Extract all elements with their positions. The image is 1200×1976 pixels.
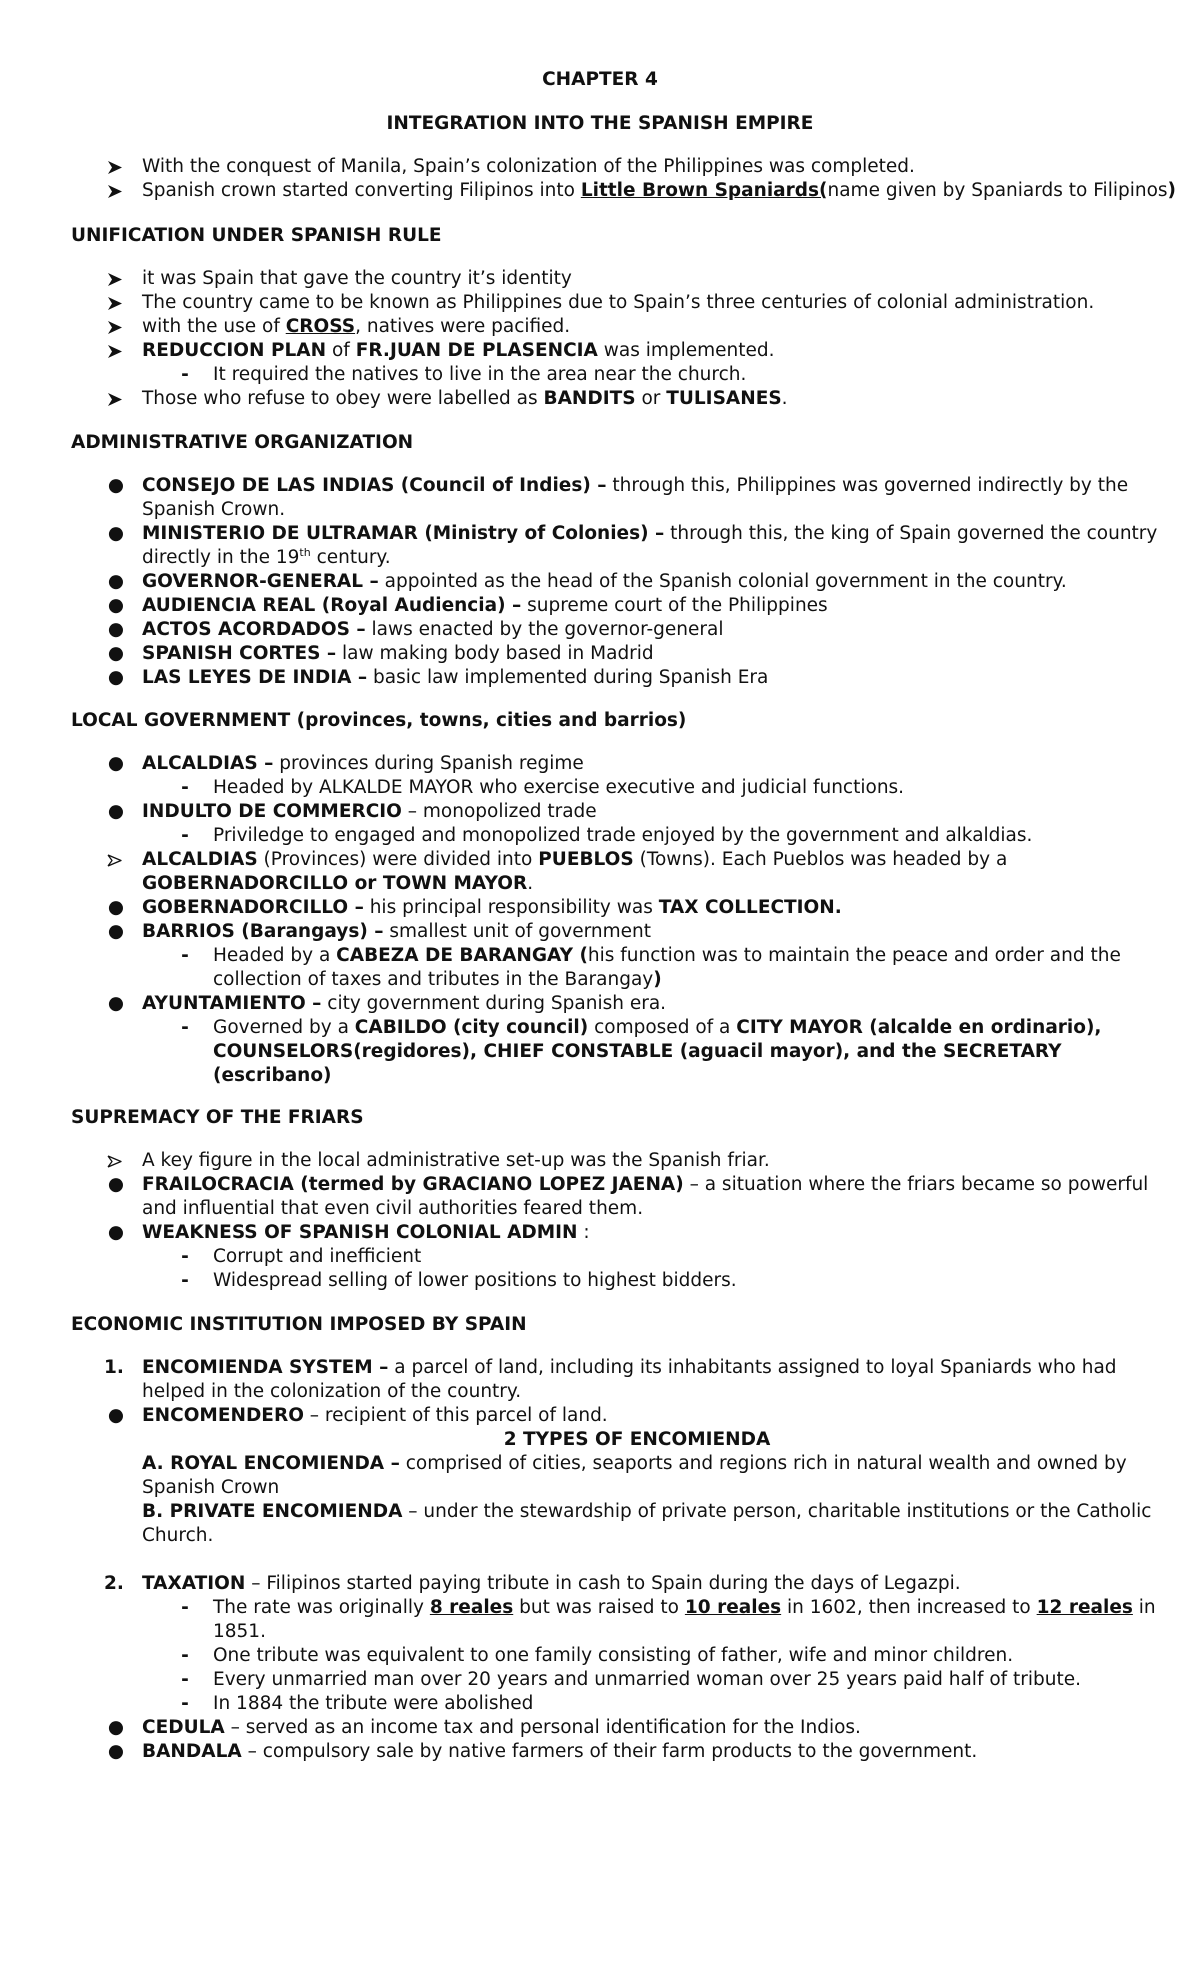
dash-bullet-icon: - xyxy=(181,1669,189,1690)
arrow-bullet-icon xyxy=(106,273,122,286)
subsection-heading: 2 TYPES OF ENCOMIENDA xyxy=(503,1429,771,1450)
dash-bullet-icon: - xyxy=(181,945,189,966)
round-bullet-icon: ● xyxy=(107,753,125,774)
list-item: Those who refuse to obey were labelled as BANDITS or TULISANES. xyxy=(0,387,1200,411)
list-item: it was Spain that gave the country it’s identity xyxy=(0,267,1200,291)
arrow-bullet-icon xyxy=(106,393,122,406)
section-heading: ECONOMIC INSTITUTION IMPOSED BY SPAIN xyxy=(71,1314,527,1335)
list-item: 1. ENCOMIENDA SYSTEM – a parcel of land, including its inhabitants assigned to loyal Spaniards who had helped in the colonization of the country. xyxy=(104,1357,1117,1402)
list-subitem: - Priviledge to engaged and monopolized trade enjoyed by the government and alkaldias. xyxy=(0,824,1200,848)
list-item: REDUCCION PLAN of FR.JUAN DE PLASENCIA was implemented. xyxy=(0,339,1200,363)
dash-bullet-icon: - xyxy=(181,1246,189,1267)
list-item: A key figure in the local administrative set-up was the Spanish friar. xyxy=(0,1149,1200,1173)
section-heading: SUPREMACY OF THE FRIARS xyxy=(71,1107,364,1128)
list-item: 2. TAXATION – Filipinos started paying tribute in cash to Spain during the days of Legazpi. xyxy=(104,1573,961,1594)
list-subitem: - In 1884 the tribute were abolished xyxy=(0,1692,1200,1716)
round-bullet-icon: ● xyxy=(107,1222,125,1243)
list-item: ● INDULTO DE COMMERCIO – monopolized trade xyxy=(107,801,597,822)
list-subitem: - Widespread selling of lower positions to highest bidders. xyxy=(0,1269,1200,1293)
list-item: ● AYUNTAMIENTO – city government during Spanish era. xyxy=(107,993,667,1014)
list-item: ● LAS LEYES DE INDIA – basic law implemented during Spanish Era xyxy=(107,667,769,688)
round-bullet-icon: ● xyxy=(107,595,125,616)
outline-arrow-bullet-icon xyxy=(106,1155,122,1168)
list-item: ● GOBERNADORCILLO – his principal responsibility was TAX COLLECTION. xyxy=(107,897,842,918)
list-item: ● BARRIOS (Barangays) – smallest unit of government xyxy=(107,921,652,942)
arrow-bullet-icon xyxy=(106,185,122,198)
list-item: Spanish crown started converting Filipinos into Little Brown Spaniards(name given by Spaniards to Filipinos) xyxy=(0,179,1200,203)
dash-bullet-icon: - xyxy=(181,1270,189,1291)
round-bullet-icon: ● xyxy=(107,1405,125,1426)
chapter-title: CHAPTER 4 xyxy=(542,69,658,90)
list-subitem: - One tribute was equivalent to one family consisting of father, wife and minor children. xyxy=(0,1644,1200,1668)
list-item: ● WEAKNESS OF SPANISH COLONIAL ADMIN : xyxy=(107,1222,590,1243)
list-item: ● AUDIENCIA REAL (Royal Audiencia) – supreme court of the Philippines xyxy=(107,595,828,616)
list-subitem: - Every unmarried man over 20 years and unmarried woman over 25 years paid half of tribute. xyxy=(0,1668,1200,1692)
dash-bullet-icon: - xyxy=(181,364,189,385)
list-item: ● GOVERNOR-GENERAL – appointed as the head of the Spanish colonial government in the country. xyxy=(107,571,1067,592)
round-bullet-icon: ● xyxy=(107,1741,125,1762)
section-heading: LOCAL GOVERNMENT (provinces, towns, cities and barrios) xyxy=(71,710,687,731)
round-bullet-icon: ● xyxy=(107,571,125,592)
list-item: B. PRIVATE ENCOMIENDA – under the stewardship of private person, charitable institutions or the Catholic Church. xyxy=(142,1501,1152,1546)
arrow-bullet-icon xyxy=(106,161,122,174)
list-subitem: - Governed by a CABILDO (city council) composed of a CITY MAYOR (alcalde en ordinario), COUNSELORS(regidores), CHIEF CONSTABLE (aguacil mayor), and the SECRETARY (escribano) xyxy=(0,1016,1200,1088)
round-bullet-icon: ● xyxy=(107,1717,125,1738)
round-bullet-icon: ● xyxy=(107,667,125,688)
dash-bullet-icon: - xyxy=(181,777,189,798)
list-item: ● BANDALA – compulsory sale by native farmers of their farm products to the government. xyxy=(107,1741,978,1762)
list-subitem: - Headed by ALKALDE MAYOR who exercise executive and judicial functions. xyxy=(0,776,1200,800)
list-item: ● CONSEJO DE LAS INDIAS (Council of Indies) – through this, Philippines was governed indirectly by the Spanish Crown. xyxy=(107,475,1129,520)
round-bullet-icon: ● xyxy=(107,523,125,544)
round-bullet-icon: ● xyxy=(107,475,125,496)
round-bullet-icon: ● xyxy=(107,1174,125,1195)
outline-arrow-bullet-icon xyxy=(106,854,122,867)
arrow-bullet-icon xyxy=(106,321,122,334)
list-item: ● ACTOS ACORDADOS – laws enacted by the governor-general xyxy=(107,619,724,640)
arrow-bullet-icon xyxy=(106,297,122,310)
list-item: A. ROYAL ENCOMIENDA – comprised of cities, seaports and regions rich in natural wealth and owned by Spanish Crown xyxy=(142,1453,1127,1498)
dash-bullet-icon: - xyxy=(181,1597,189,1618)
dash-bullet-icon: - xyxy=(181,825,189,846)
round-bullet-icon: ● xyxy=(107,643,125,664)
round-bullet-icon: ● xyxy=(107,801,125,822)
list-item: With the conquest of Manila, Spain’s colonization of the Philippines was completed. xyxy=(0,155,1200,179)
dash-bullet-icon: - xyxy=(181,1693,189,1714)
list-subitem: - Corrupt and inefficient xyxy=(0,1245,1200,1269)
dash-bullet-icon: - xyxy=(181,1645,189,1666)
round-bullet-icon: ● xyxy=(107,993,125,1014)
list-item: with the use of CROSS, natives were pacified. xyxy=(0,315,1200,339)
section-heading: UNIFICATION UNDER SPANISH RULE xyxy=(71,225,442,246)
list-item: ● ENCOMENDERO – recipient of this parcel of land. xyxy=(107,1405,608,1426)
list-item: ● CEDULA – served as an income tax and personal identification for the Indios. xyxy=(107,1717,861,1738)
chapter-subtitle: INTEGRATION INTO THE SPANISH EMPIRE xyxy=(386,113,814,134)
list-item: ALCALDIAS (Provinces) were divided into PUEBLOS (Towns). Each Pueblos was headed by a GOBERNADORCILLO or TOWN MAYOR. xyxy=(0,848,1200,896)
round-bullet-icon: ● xyxy=(107,897,125,918)
list-subitem: - Headed by a CABEZA DE BARANGAY (his function was to maintain the peace and order and the collection of taxes and tributes in the Barangay) xyxy=(0,944,1200,992)
round-bullet-icon: ● xyxy=(107,619,125,640)
round-bullet-icon: ● xyxy=(107,921,125,942)
section-heading: ADMINISTRATIVE ORGANIZATION xyxy=(71,432,414,453)
list-item: ● FRAILOCRACIA (termed by GRACIANO LOPEZ JAENA) – a situation where the friars became so powerful and influential that even civil authorities feared them. xyxy=(107,1174,1149,1219)
list-item: ● SPANISH CORTES – law making body based in Madrid xyxy=(107,643,654,664)
list-subitem: - The rate was originally 8 reales but was raised to 10 reales in 1602, then increased to 12 reales in 1851. xyxy=(0,1596,1200,1644)
list-item: The country came to be known as Philippines due to Spain’s three centuries of colonial administration. xyxy=(0,291,1200,315)
dash-bullet-icon: - xyxy=(181,1017,189,1038)
list-item: ● ALCALDIAS – provinces during Spanish regime xyxy=(107,753,584,774)
arrow-bullet-icon xyxy=(106,345,122,358)
list-item: ● MINISTERIO DE ULTRAMAR (Ministry of Colonies) – through this, the king of Spain governed the country directly in the 19th century. xyxy=(107,523,1158,568)
list-subitem: - It required the natives to live in the area near the church. xyxy=(0,363,1200,387)
